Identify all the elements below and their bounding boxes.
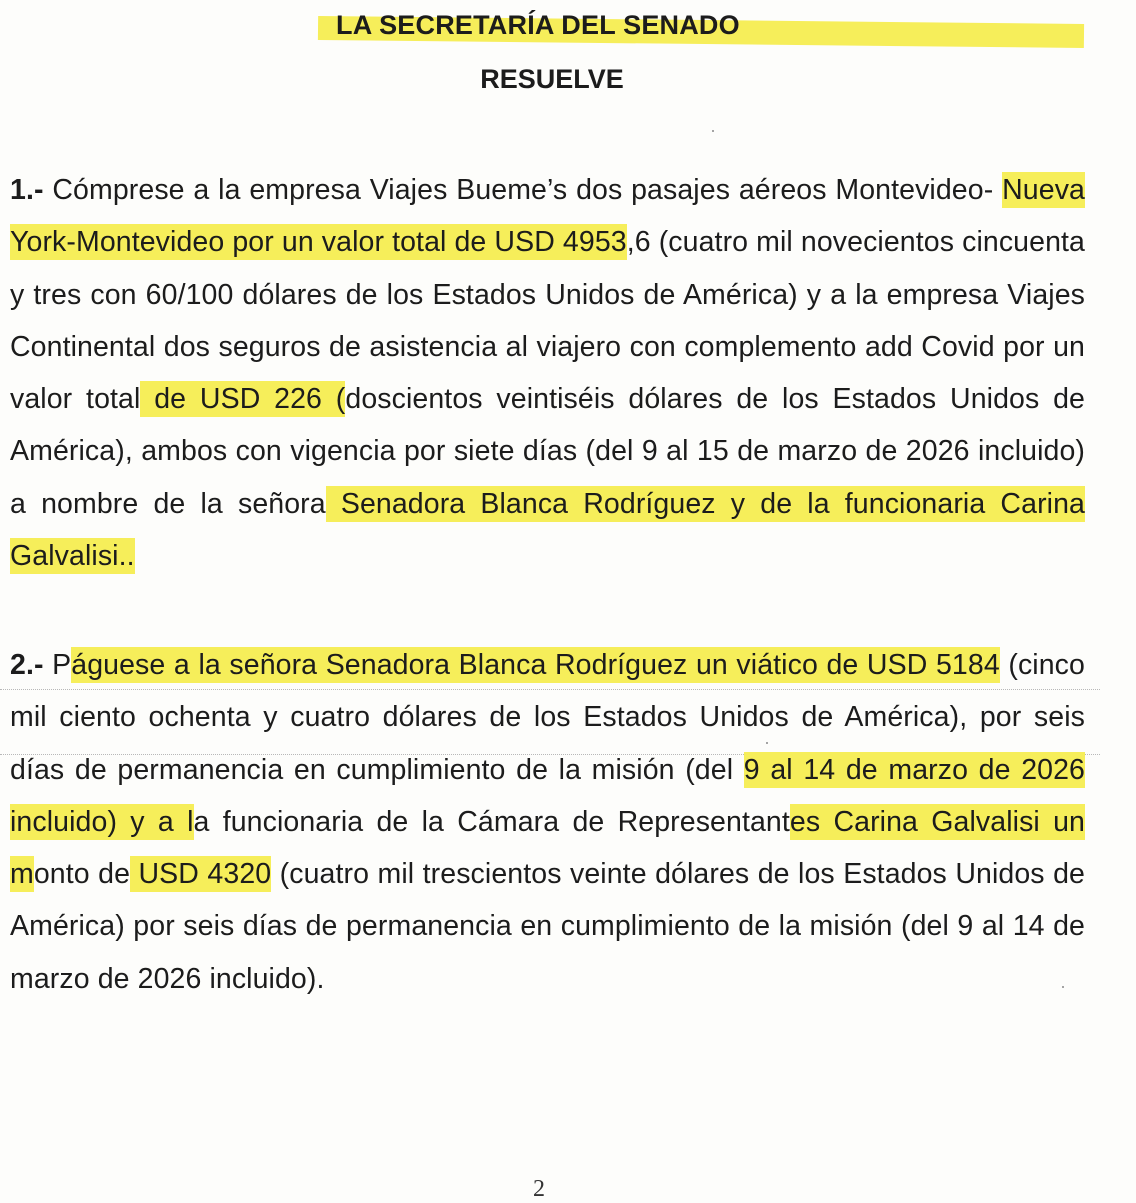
clause-2-text-e: (cuatro mil trescientos veinte dólares de los Estados Unidos de América) por seis días de permanencia en cumplimiento de la misión (del 9 al 14 de marzo de 2026 incluido). (10, 858, 1085, 995)
clause-1-text-a: Cómprese a la empresa Viajes Bueme’s dos pasajes aéreos Montevideo- (43, 174, 994, 206)
clause-1-text-c: doscientos veintiséis dólares de los Estados Unidos de América), ambos con vigencia por siete días (del 9 al 15 de marzo de 2026 incluido) a nombre de la señora (10, 383, 1086, 520)
clause-2-number: 2.- (10, 649, 44, 681)
clause-2-text-b: (cinco mil ciento ochenta y cuatro dólares de los Estados Unidos de América), por seis días de permanencia en cumplimiento de la misión (del (10, 649, 1085, 786)
scan-speck (1062, 986, 1064, 988)
clause-2-highlight-d: USD 4320 (130, 858, 272, 891)
clause-2-highlight-c: es Carina Galvalisi un m (10, 805, 1085, 891)
scan-speck (712, 130, 714, 132)
clause-2 (10, 639, 1085, 1005)
clause-2-text-a: P (43, 649, 72, 681)
clause-1-highlight-b: de USD 226 ( (140, 383, 346, 416)
title-text: LA SECRETARÍA DEL SENADO (336, 10, 740, 40)
clause-2-highlight-b: 9 al 14 de marzo de 2026 incluido) y a l (10, 753, 1085, 838)
scan-speck (766, 742, 768, 744)
page-number: 2 (533, 1176, 545, 1202)
clause-2-text-c: a funcionaria de la Cámara de Representant (193, 805, 790, 838)
document-title (318, 10, 1084, 46)
clause-1-highlight-a: Nueva York-Montevideo por un valor total de USD 4953 (10, 174, 1085, 259)
clause-1-number: 1.- (10, 174, 44, 206)
clause-1 (10, 164, 1085, 582)
resuelve-heading: RESUELVE (480, 64, 624, 94)
clause-1-highlight-c: Senadora Blanca Rodríguez y de la funcionaria Carina Galvalisi.. (10, 487, 1085, 573)
clause-2-highlight-a: águese a la señora Senadora Blanca Rodríguez un viático de USD 5184 (71, 649, 1000, 681)
clause-1-text-b: ,6 (cuatro mil novecientos cincuenta y tres con 60/100 dólares de los Estados Unidos de América) y a la empresa Viajes Continental dos seguros de asistencia al viajero con complemento add Covid por un valor total (10, 226, 1086, 416)
clause-2-text-d: onto de (33, 858, 131, 891)
